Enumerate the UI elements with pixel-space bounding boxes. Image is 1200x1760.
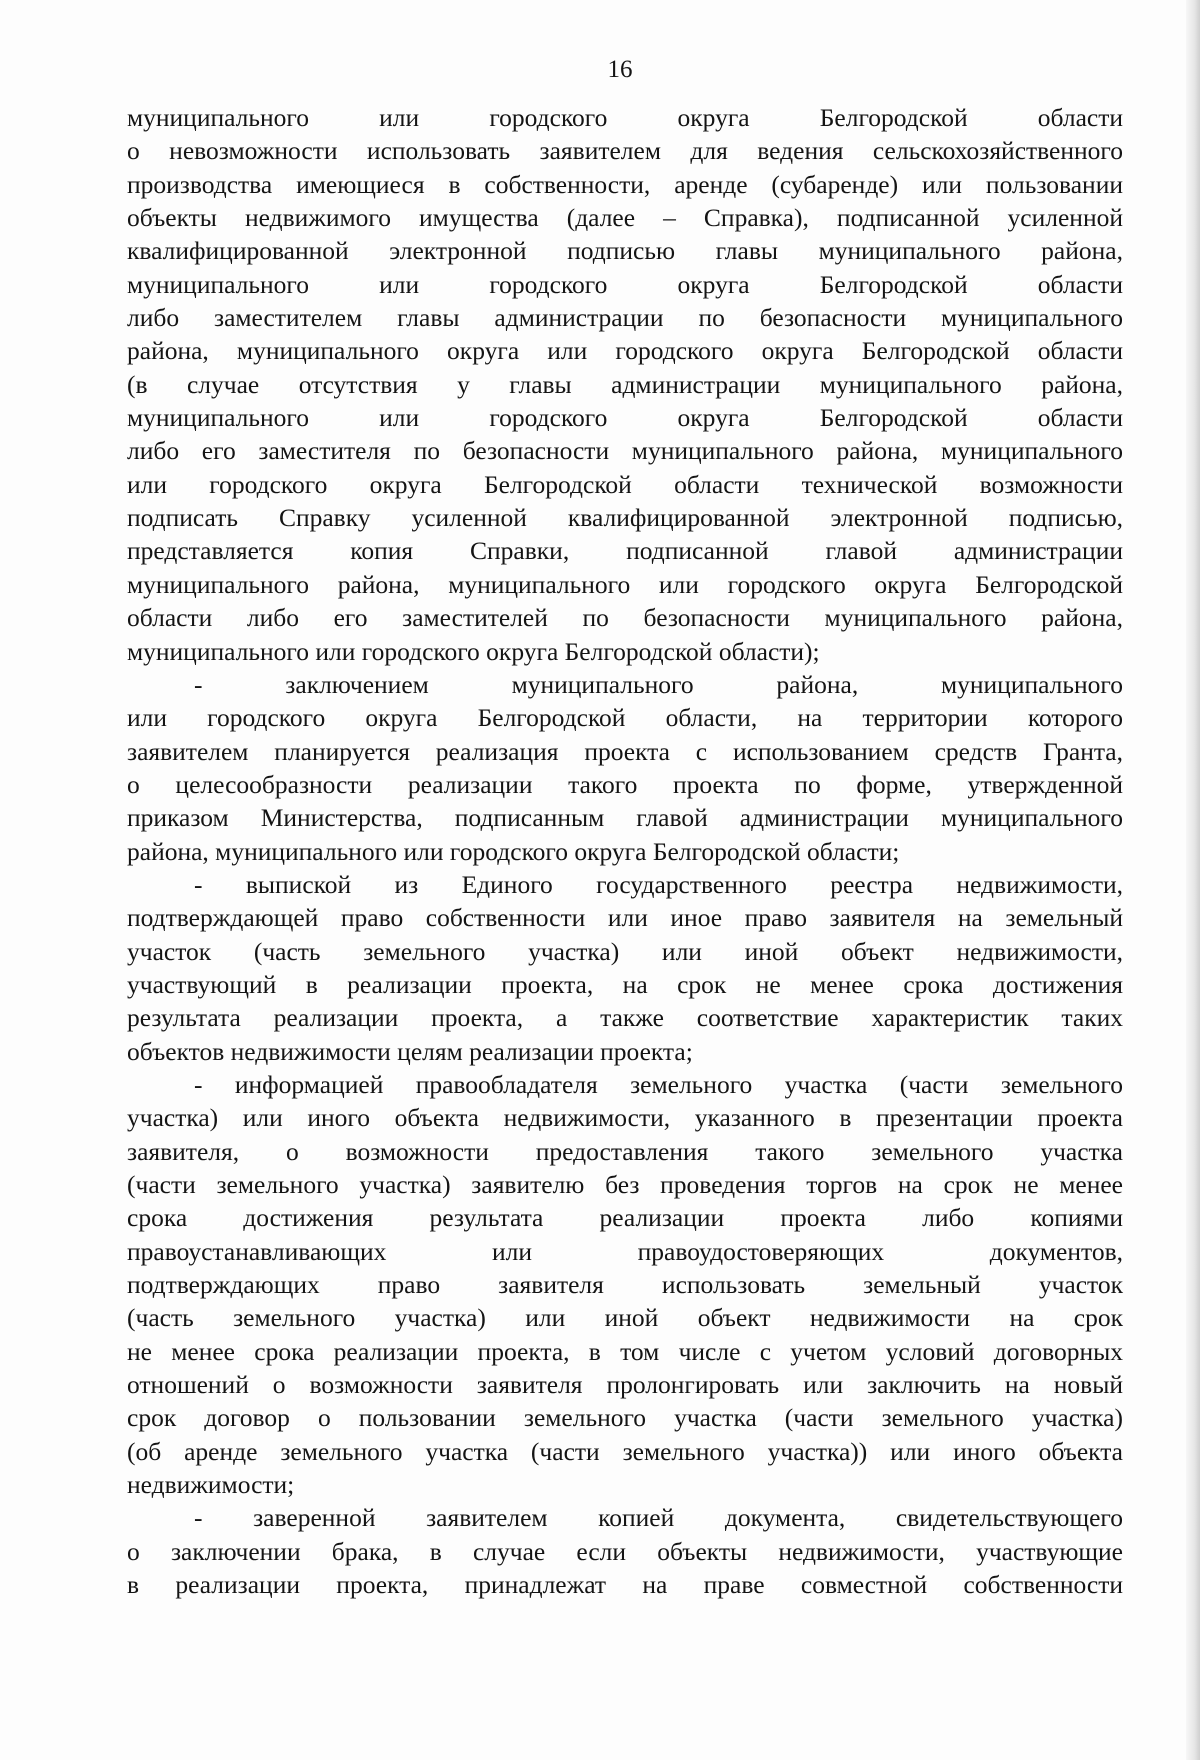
text-line: приказом Министерства, подписанным главой администрации муниципального [127, 803, 1123, 833]
text-line: - заверенной заявителем копией документа, свидетельствующего [194, 1503, 1123, 1533]
text-line: о целесообразности реализации такого проекта по форме, утвержденной [127, 769, 1123, 799]
text-line: (часть земельного участка) или иной объект недвижимости на срок [127, 1303, 1123, 1333]
text-line: района, муниципального округа или городского округа Белгородской области [127, 336, 1123, 366]
text-line: о заключении брака, в случае если объекты недвижимости, участвующие [127, 1536, 1123, 1566]
document-body [127, 101, 1123, 1601]
text-line: области либо его заместителей по безопасности муниципального района, [127, 603, 1123, 633]
text-line: муниципального или городского округа Белгородской области [127, 103, 1123, 132]
text-line: о невозможности использовать заявителем для ведения сельскохозяйственного [127, 136, 1123, 166]
text-line: (об аренде земельного участка (части земельного участка)) или иного объекта [127, 1436, 1123, 1466]
text-line: участвующий в реализации проекта, на срок не менее срока достижения [127, 969, 1123, 999]
text-line: участок (часть земельного участка) или иной объект недвижимости, [127, 936, 1123, 966]
text-line: - информацией правообладателя земельного участка (части земельного [194, 1069, 1123, 1099]
text-line: срок договор о пользовании земельного участка (части земельного участка) [127, 1403, 1123, 1433]
text-line: или городского округа Белгородской области технической возможности [127, 469, 1123, 499]
text-line: муниципального района, муниципального или городского округа Белгородской [127, 569, 1123, 599]
text-line: муниципального или городского округа Белгородской области [127, 403, 1123, 433]
text-line: района, муниципального или городского округа Белгородской области; [127, 836, 900, 866]
text-line: либо его заместителя по безопасности муниципального района, муниципального [127, 436, 1123, 466]
text-line: (в случае отсутствия у главы администрации муниципального района, [127, 369, 1123, 399]
text-line: недвижимости; [127, 1470, 295, 1500]
text-line: участка) или иного объекта недвижимости, указанного в презентации проекта [127, 1103, 1123, 1133]
text-line: подписать Справку усиленной квалифицированной электронной подписью, [127, 503, 1123, 533]
text-line: квалифицированной электронной подписью главы муниципального района, [127, 236, 1123, 266]
text-line: правоустанавливающих или правоудостоверяющих документов, [127, 1236, 1123, 1266]
text-line: - выпиской из Единого государственного реестра недвижимости, [194, 869, 1123, 899]
text-line: (части земельного участка) заявителю без проведения торгов на срок не менее [127, 1170, 1123, 1199]
text-line: заявителя, о возможности предоставления такого земельного участка [127, 1136, 1123, 1166]
text-line: отношений о возможности заявителя пролонгировать или заключить на новый [127, 1370, 1123, 1400]
text-line: представляется копия Справки, подписанной главой администрации [127, 536, 1123, 566]
text-line: объекты недвижимого имущества (далее – Справка), подписанной усиленной [127, 203, 1123, 233]
text-line: объектов недвижимости целям реализации проекта; [127, 1036, 693, 1066]
text-line: или городского округа Белгородской области, на территории которого [127, 703, 1123, 733]
scan-edge-shadow [1186, 0, 1200, 1760]
text-line: в реализации проекта, принадлежат на праве совместной собственности [127, 1570, 1123, 1600]
text-line: не менее срока реализации проекта, в том числе с учетом условий договорных [127, 1336, 1123, 1366]
text-line: производства имеющиеся в собственности, аренде (субаренде) или пользовании [127, 169, 1123, 199]
text-line: результата реализации проекта, а также соответствие характеристик таких [127, 1003, 1123, 1033]
text-line: муниципального или городского округа Белгородской области [127, 269, 1123, 299]
text-line: срока достижения результата реализации проекта либо копиями [127, 1203, 1123, 1233]
page-number: 16 [607, 56, 633, 83]
text-line: муниципального или городского округа Белгородской области); [127, 636, 820, 666]
text-line: подтверждающих право заявителя использовать земельный участок [127, 1270, 1123, 1300]
text-line: заявителем планируется реализация проекта с использованием средств Гранта, [127, 736, 1123, 766]
text-line: - заключением муниципального района, муниципального [194, 669, 1123, 699]
text-line: либо заместителем главы администрации по безопасности муниципального [127, 303, 1123, 333]
text-line: подтверждающей право собственности или иное право заявителя на земельный [127, 903, 1123, 933]
